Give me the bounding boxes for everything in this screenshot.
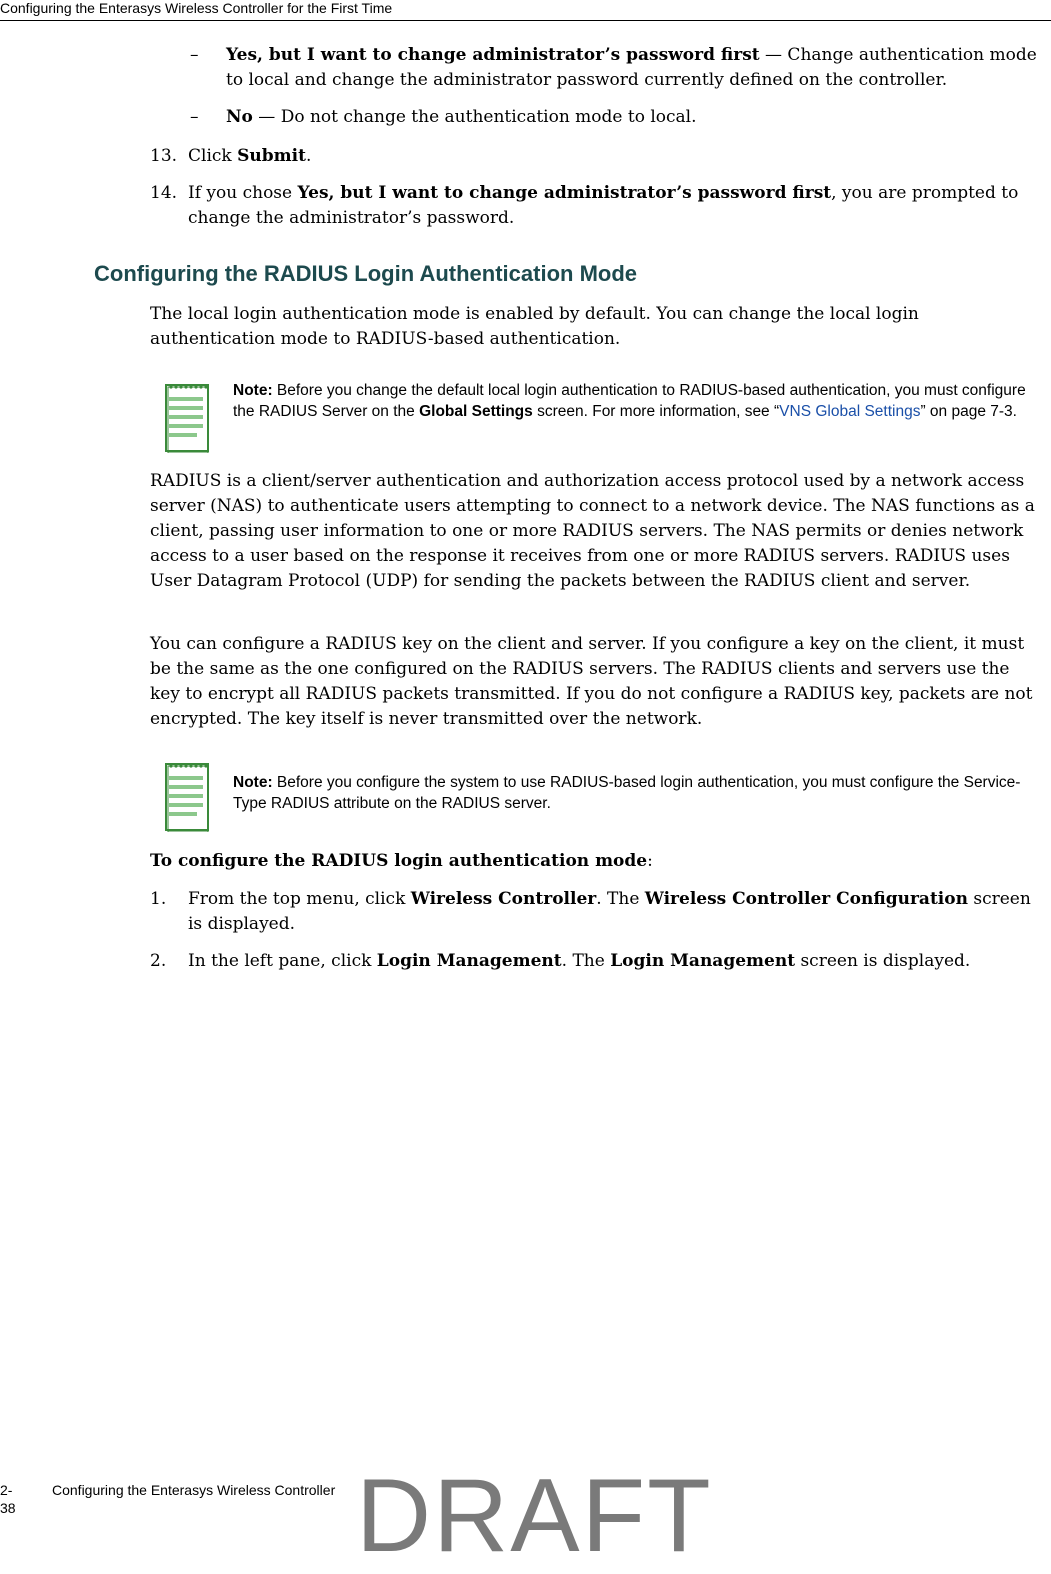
note-label: Note: <box>233 774 273 791</box>
step-text: screen is displayed. <box>188 889 1031 934</box>
option-no-label: No <box>226 107 253 127</box>
procedure-title-text: To configure the RADIUS login authentication mode <box>150 851 648 871</box>
note-text: Before you change the default local login authentication to RADIUS-based authentication, you must configure the RADIUS Server on the <box>233 382 1026 420</box>
running-header <box>0 0 1051 21</box>
step-text: . The <box>596 889 645 909</box>
dash-item-body <box>226 105 1048 130</box>
step-body <box>188 181 1048 231</box>
draft-watermark: DRAFT <box>356 1458 713 1574</box>
step-text: If you chose <box>188 183 298 203</box>
running-header-title: Configuring the Enterasys Wireless Controller for the First Time <box>0 0 393 16</box>
step-body <box>188 887 1048 937</box>
step-text: Click <box>188 146 238 166</box>
option-yes-description: — Change authentication mode to local and change the administrator password currently defined on the controller. <box>226 45 1037 90</box>
step-number: 1. <box>150 889 167 909</box>
vns-global-settings-link[interactable]: VNS Global Settings <box>779 403 921 420</box>
step-text: screen is displayed. <box>795 951 971 971</box>
section-intro: The local login authentication mode is enabled by default. You can change the local login authentication mode to RADIUS-based authentication. <box>150 304 919 349</box>
procedure-colon: : <box>647 851 653 871</box>
step-bold: Wireless Controller <box>410 889 597 909</box>
dash-marker: – <box>190 107 199 127</box>
step-text: From the top menu, click <box>188 889 411 909</box>
footer-title: Configuring the Enterasys Wireless Controller <box>52 1482 336 1498</box>
step-text: . The <box>561 951 611 971</box>
note-icon <box>164 383 210 453</box>
page-number: 2-38 <box>0 1482 16 1516</box>
step-number: 2. <box>150 951 167 971</box>
note-text: Before you configure the system to use RADIUS-based login authentication, you must configure the Service-Type RADIUS attribute on the RADIUS server. <box>233 774 1021 812</box>
section-heading: Configuring the RADIUS Login Authentication Mode <box>94 261 638 286</box>
radius-description: RADIUS is a client/server authentication and authorization access protocol used by a network access server (NAS) to authenticate users attempting to connect to a network device. The NAS functions as a client, passing user information to one or more RADIUS servers. The NAS permits or denies network access to a user based on the response it receives from one or more RADIUS servers. RADIUS uses User Datagram Protocol (UDP) for sending the packets between the RADIUS client and server. <box>150 471 1035 591</box>
dash-item-body <box>226 43 1048 93</box>
note-bold: Global Settings <box>419 403 533 420</box>
step-bold: Login Management <box>610 951 796 971</box>
dash-marker: – <box>190 45 199 65</box>
step-body <box>188 949 1048 974</box>
step-bold: Login Management <box>376 951 562 971</box>
note-text: ” on page 7-3. <box>920 403 1017 420</box>
step-bold: Wireless Controller Configuration <box>644 889 968 909</box>
step-number: 13. <box>150 146 178 166</box>
step-text: , you are prompted to change the administrator’s password. <box>188 183 1019 228</box>
step-body <box>188 144 1048 169</box>
note-icon <box>164 762 210 832</box>
note-service-type <box>233 772 1048 814</box>
step-number: 14. <box>150 183 178 203</box>
step-text: . <box>305 146 312 166</box>
radius-key-description: You can configure a RADIUS key on the client and server. If you configure a key on the client, it must be the same as the one configured on the RADIUS servers. The RADIUS clients and servers use the key to encrypt all RADIUS packets transmitted. If you do not configure a RADIUS key, packets are not encrypted. The key itself is never transmitted over the network. <box>150 634 1033 729</box>
procedure-title <box>150 849 1042 874</box>
step-bold: Yes, but I want to change administrator’s password first <box>297 183 832 203</box>
step-text: In the left pane, click <box>188 951 377 971</box>
step-bold: Submit <box>237 146 306 166</box>
option-yes-label: Yes, but I want to change administrator’s password first <box>226 45 760 65</box>
note-text: screen. For more information, see “ <box>532 403 780 420</box>
note-global-settings <box>233 380 1048 422</box>
option-no-description: — Do not change the authentication mode to local. <box>252 107 697 127</box>
note-label: Note: <box>233 382 273 399</box>
